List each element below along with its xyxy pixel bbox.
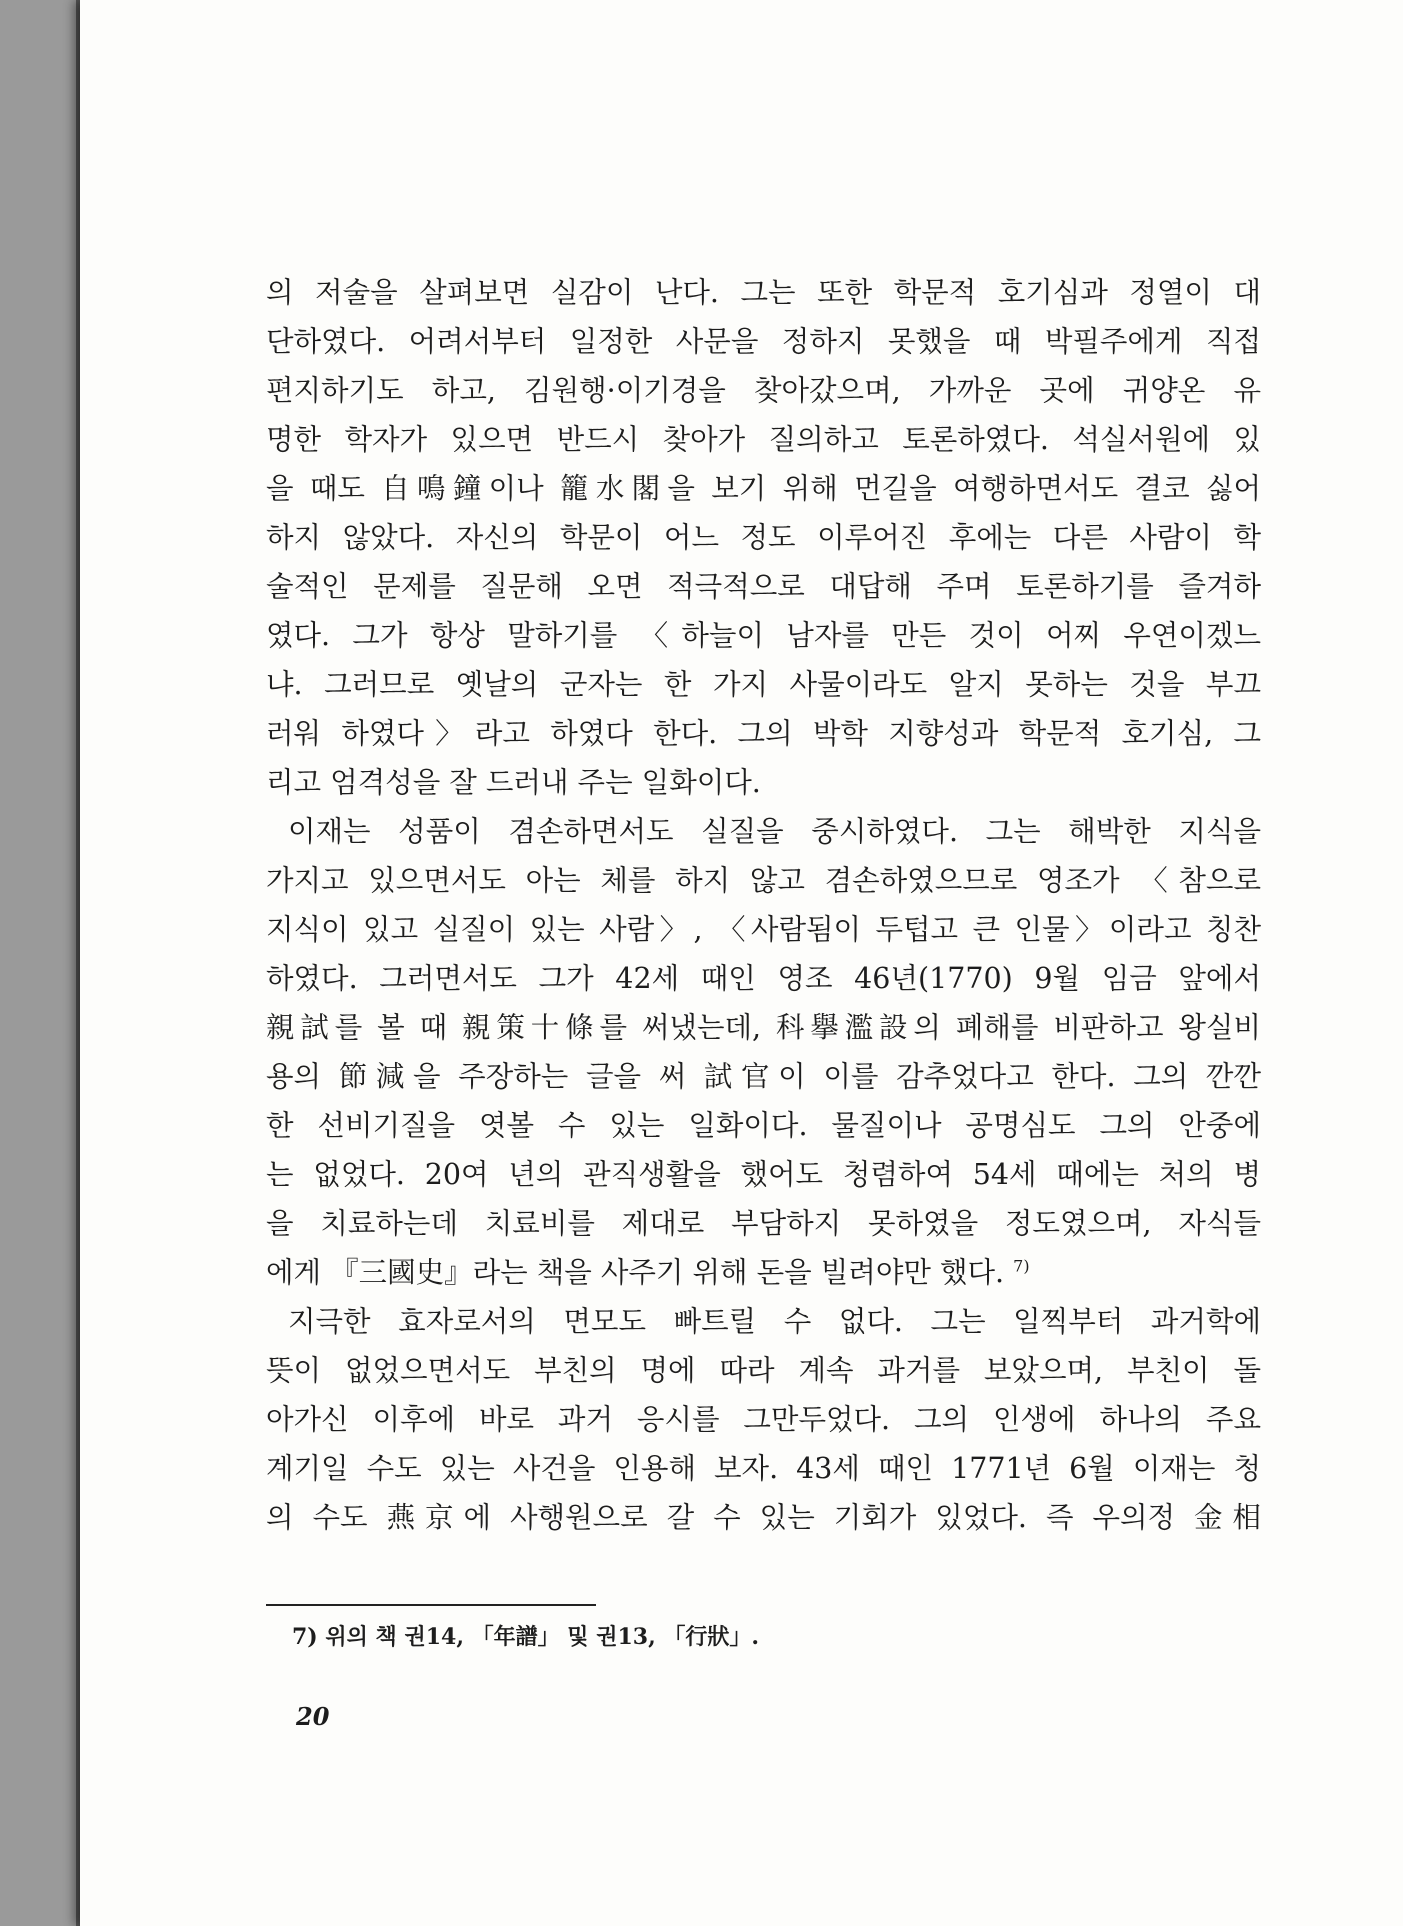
text-line-16: 親試를 볼 때 親策十條를 써냈는데, 科擧濫設의 폐해를 비판하고 왕실비 [266,1011,1261,1044]
text-line-24: 아가신 이후에 바로 과거 응시를 그만두었다. 그의 인생에 하나의 주요 [266,1403,1261,1436]
body-text [266,268,1261,1542]
text-line-17: 용의 節減을 주장하는 글을 써 試官이 이를 감추었다고 한다. 그의 깐깐 [266,1060,1261,1093]
text-line-3: 편지하기도 하고, 김원행·이기경을 찾아갔으며, 가까운 곳에 귀양온 유 [266,374,1261,407]
text-line-6: 하지 않았다. 자신의 학문이 어느 정도 이루어진 후에는 다른 사람이 학 [266,521,1261,554]
text-line-21-content: 에게 『三國史』라는 책을 사주기 위해 돈을 빌려야만 했다. [266,1256,1005,1289]
text-line-26: 의 수도 燕京에 사행원으로 갈 수 있는 기회가 있었다. 즉 우의정 金相 [266,1501,1261,1534]
text-line-21 [266,1248,1261,1297]
text-line-2: 단하였다. 어려서부터 일정한 사문을 정하지 못했을 때 박필주에게 직접 [266,325,1261,358]
text-line-19: 는 없었다. 20여 년의 관직생활을 했어도 청렴하여 54세 때에는 처의 병 [266,1158,1261,1191]
text-line-15: 하였다. 그러면서도 그가 42세 때인 영조 46년(1770) 9월 임금 앞에서 [266,962,1261,995]
text-line-20: 을 치료하는데 치료비를 제대로 부담하지 못하였을 정도였으며, 자식들 [266,1207,1261,1240]
page-number: 20 [296,1702,330,1731]
footnote-divider [266,1604,596,1606]
text-line-12: 이재는 성품이 겸손하면서도 실질을 중시하였다. 그는 해박한 지식을 [288,815,1261,848]
text-line-11: 리고 엄격성을 잘 드러내 주는 일화이다. [266,766,761,799]
text-line-13: 가지고 있으면서도 아는 체를 하지 않고 겸손하였으므로 영조가 〈참으로 [266,864,1261,897]
text-line-7: 술적인 문제를 질문해 오면 적극적으로 대답해 주며 토론하기를 즐겨하 [266,570,1261,603]
footnote-reference: 7) [1013,1256,1030,1276]
text-line-22: 지극한 효자로서의 면모도 빠트릴 수 없다. 그는 일찍부터 과거학에 [288,1305,1261,1338]
text-line-9: 냐. 그러므로 옛날의 군자는 한 가지 사물이라도 알지 못하는 것을 부끄 [266,668,1261,701]
text-line-10: 러워 하였다〉라고 하였다 한다. 그의 박학 지향성과 학문적 호기심, 그 [266,717,1261,750]
text-line-18: 한 선비기질을 엿볼 수 있는 일화이다. 물질이나 공명심도 그의 안중에 [266,1109,1261,1142]
text-line-1: 의 저술을 살펴보면 실감이 난다. 그는 또한 학문적 호기심과 정열이 대 [266,276,1261,309]
text-line-25: 계기일 수도 있는 사건을 인용해 보자. 43세 때인 1771년 6월 이재는 청 [266,1452,1261,1485]
text-line-4: 명한 학자가 있으면 반드시 찾아가 질의하고 토론하였다. 석실서원에 있 [266,423,1261,456]
text-line-5: 을 때도 自鳴鐘이나 籠水閣을 보기 위해 먼길을 여행하면서도 결코 싫어 [266,472,1261,505]
text-line-23: 뜻이 없었으면서도 부친의 명에 따라 계속 과거를 보았으며, 부친이 돌 [266,1354,1261,1387]
footnote: 7) 위의 책 권14, 「年譜」 및 권13, 「行狀」. [292,1624,760,1650]
text-line-14: 지식이 있고 실질이 있는 사람〉, 〈사람됨이 두텁고 큰 인물〉이라고 칭찬 [266,913,1261,946]
text-line-8: 였다. 그가 항상 말하기를 〈하늘이 남자를 만든 것이 어찌 우연이겠느 [266,619,1261,652]
